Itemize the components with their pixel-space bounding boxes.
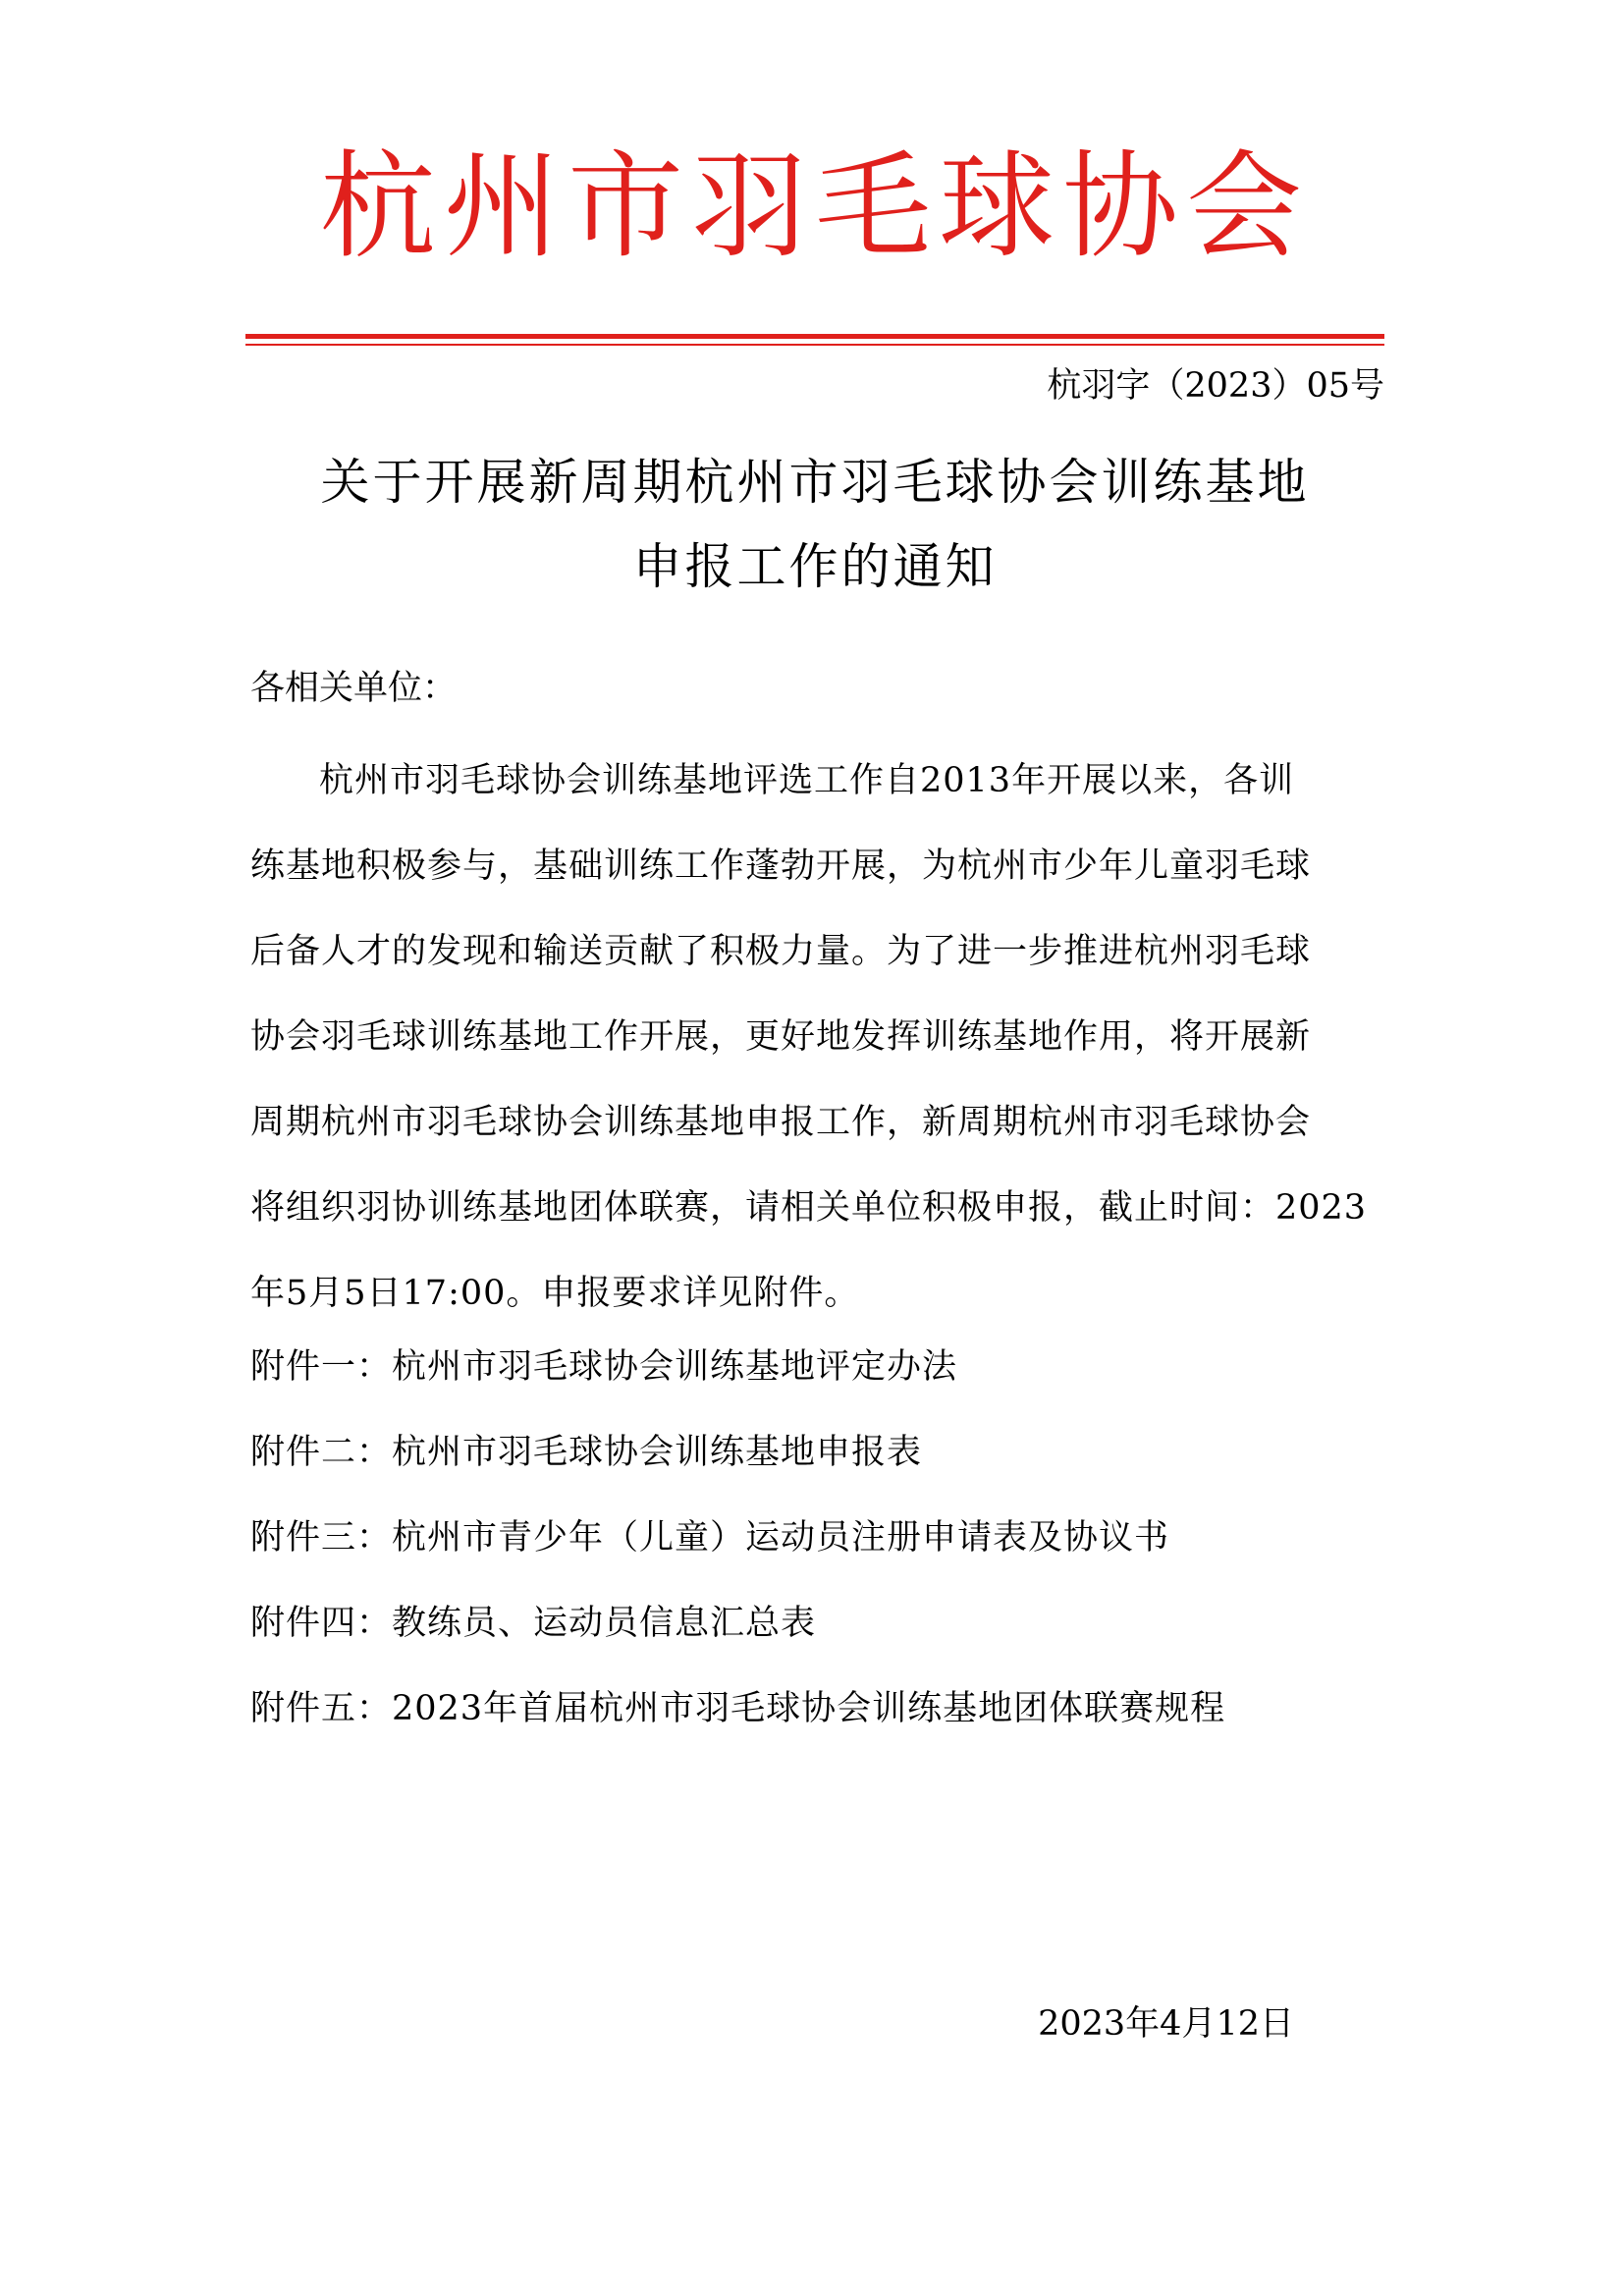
body-line: 后备人才的发现和输送贡献了积极力量。为了进一步推进杭州羽毛球 bbox=[250, 932, 1312, 971]
document-title-line: 关于开展新周期杭州市羽毛球协会训练基地 bbox=[320, 454, 1310, 511]
body-paragraph bbox=[250, 738, 1389, 1337]
attachment-item: 附件二：杭州市羽毛球协会训练基地申报表 bbox=[250, 1433, 923, 1472]
body-line: 协会羽毛球训练基地工作开展，更好地发挥训练基地作用，将开展新 bbox=[250, 1017, 1312, 1057]
salutation: 各相关单位： bbox=[250, 669, 458, 708]
body-line: 将组织羽协训练基地团体联赛，请相关单位积极申报，截止时间：2023 bbox=[250, 1188, 1368, 1228]
masthead-rule-thick bbox=[245, 334, 1384, 339]
body-line: 周期杭州市羽毛球协会训练基地申报工作，新周期杭州市羽毛球协会 bbox=[250, 1103, 1312, 1142]
masthead-rule-thin bbox=[245, 344, 1384, 346]
body-line: 杭州市羽毛球协会训练基地评选工作自2013年开展以来，各训 bbox=[319, 761, 1295, 800]
issue-date: 2023年4月12日 bbox=[1038, 2004, 1294, 2044]
body-line: 练基地积极参与，基础训练工作蓬勃开展，为杭州市少年儿童羽毛球 bbox=[250, 847, 1312, 886]
attachment-item: 附件三：杭州市青少年（儿童）运动员注册申请表及协议书 bbox=[250, 1518, 1170, 1558]
body-line: 年5月5日17:00。申报要求详见附件。 bbox=[250, 1274, 860, 1313]
masthead-title: 杭州市羽毛球协会 bbox=[319, 138, 1310, 274]
attachment-item: 附件一：杭州市羽毛球协会训练基地评定办法 bbox=[250, 1347, 958, 1387]
document-title-line: 申报工作的通知 bbox=[632, 538, 998, 595]
document-title bbox=[245, 440, 1384, 609]
attachment-item: 附件四：教练员、运动员信息汇总表 bbox=[250, 1604, 817, 1643]
document-number: 杭羽字（2023）05号 bbox=[1047, 366, 1384, 406]
attachment-list bbox=[250, 1325, 1225, 1752]
attachment-item: 附件五：2023年首届杭州市羽毛球协会训练基地团体联赛规程 bbox=[250, 1689, 1226, 1728]
